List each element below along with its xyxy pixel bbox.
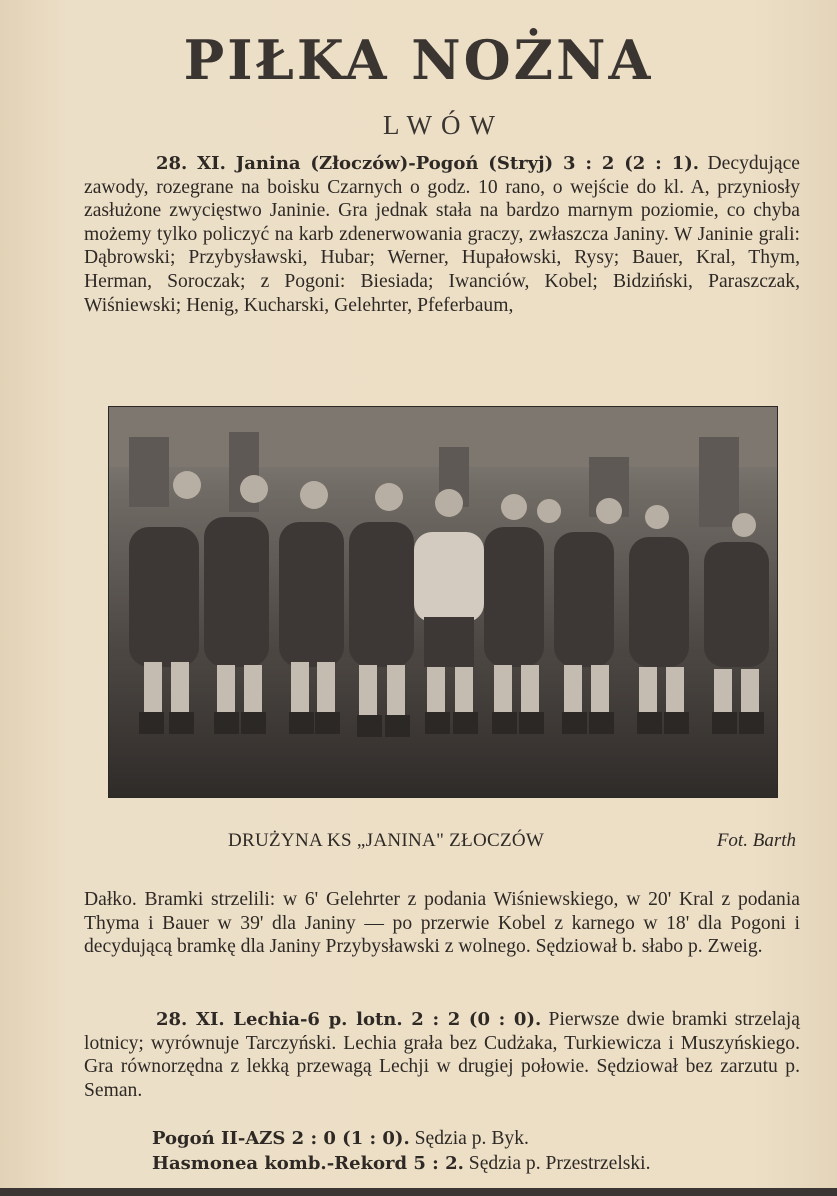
match-report-continued: Dałko. Bramki strzelili: w 6' Gelehrter z podania Wiśniewskiego, w 20' Kral z podania Thyma i Bauer w 39' dla Janiny — po przerwie Kobel z karnego w 18' dla Pogoni i decydującą bramkę dla Janiny Przybysławski z wolnego. Sędziował b. słabo p. Zweig. — [84, 889, 800, 958]
match-report: Decydujące zawody, rozegrane na boisku Czarnych o godz. 10 rano, o wejście do kl. A, przyniosły zasłużone zwycięstwo Janinie. Gra jednak stała na bardzo marnym poziomie, co chyba możemy tylko policzyć na karb zdenerwowania graczy, zwłaszcza Janiny. W Janinie grali: Dąbrowski; Przybysławski, Hubar; Werner, Hupałowski, Rysy; Bauer, Kral, Thym, Herman, Soroczak; z Pogoni: Biesiada; Iwanciów, Kobel; Bidziński, Paraszczak, Wiśniewski; Henig, Kucharski, Gelehrter, Pfeferbaum, — [84, 153, 800, 316]
result-pogon-azs — [152, 1127, 812, 1150]
page-bottom-edge — [0, 1188, 837, 1196]
match-headline: 28. XI. Janina (Złoczów)-Pogoń (Stryj) 3 : 2 (2 : 1). — [156, 153, 700, 174]
result-referee: Sędzia p. Byk. — [414, 1128, 529, 1149]
match-headline: 28. XI. Lechia-6 p. lotn. 2 : 2 (0 : 0). — [156, 1009, 542, 1030]
result-hasmonea-rekord — [152, 1152, 812, 1175]
section-title: PIŁKA NOŻNA — [183, 28, 654, 92]
city-heading: LWÓW — [383, 110, 504, 140]
caption-text: DRUŻYNA KS „JANINA" ZŁOCZÓW — [228, 830, 545, 851]
result-headline: Hasmonea komb.-Rekord 5 : 2. — [152, 1153, 464, 1174]
result-referee: Sędzia p. Przestrzelski. — [468, 1153, 651, 1174]
photo-credit: Fot. Barth — [716, 830, 796, 851]
article-janina-pogon — [84, 152, 800, 317]
article-janina-continued — [84, 888, 800, 959]
result-headline: Pogoń II-AZS 2 : 0 (1 : 0). — [152, 1128, 410, 1149]
team-photo — [108, 406, 778, 798]
match-report: Pierwsze dwie bramki strzelają lotnicy; wyrównuje Tarczyński. Lechia grała bez Cudżaka, Turkiewicza i Muszyńskiego. Gra równorzędna z lekką przewagą Lechji w drugiej połowie. Sędziował bez zarzutu p. Seman. — [84, 1009, 800, 1101]
article-lechia — [84, 1008, 800, 1102]
photo-caption — [228, 830, 800, 852]
